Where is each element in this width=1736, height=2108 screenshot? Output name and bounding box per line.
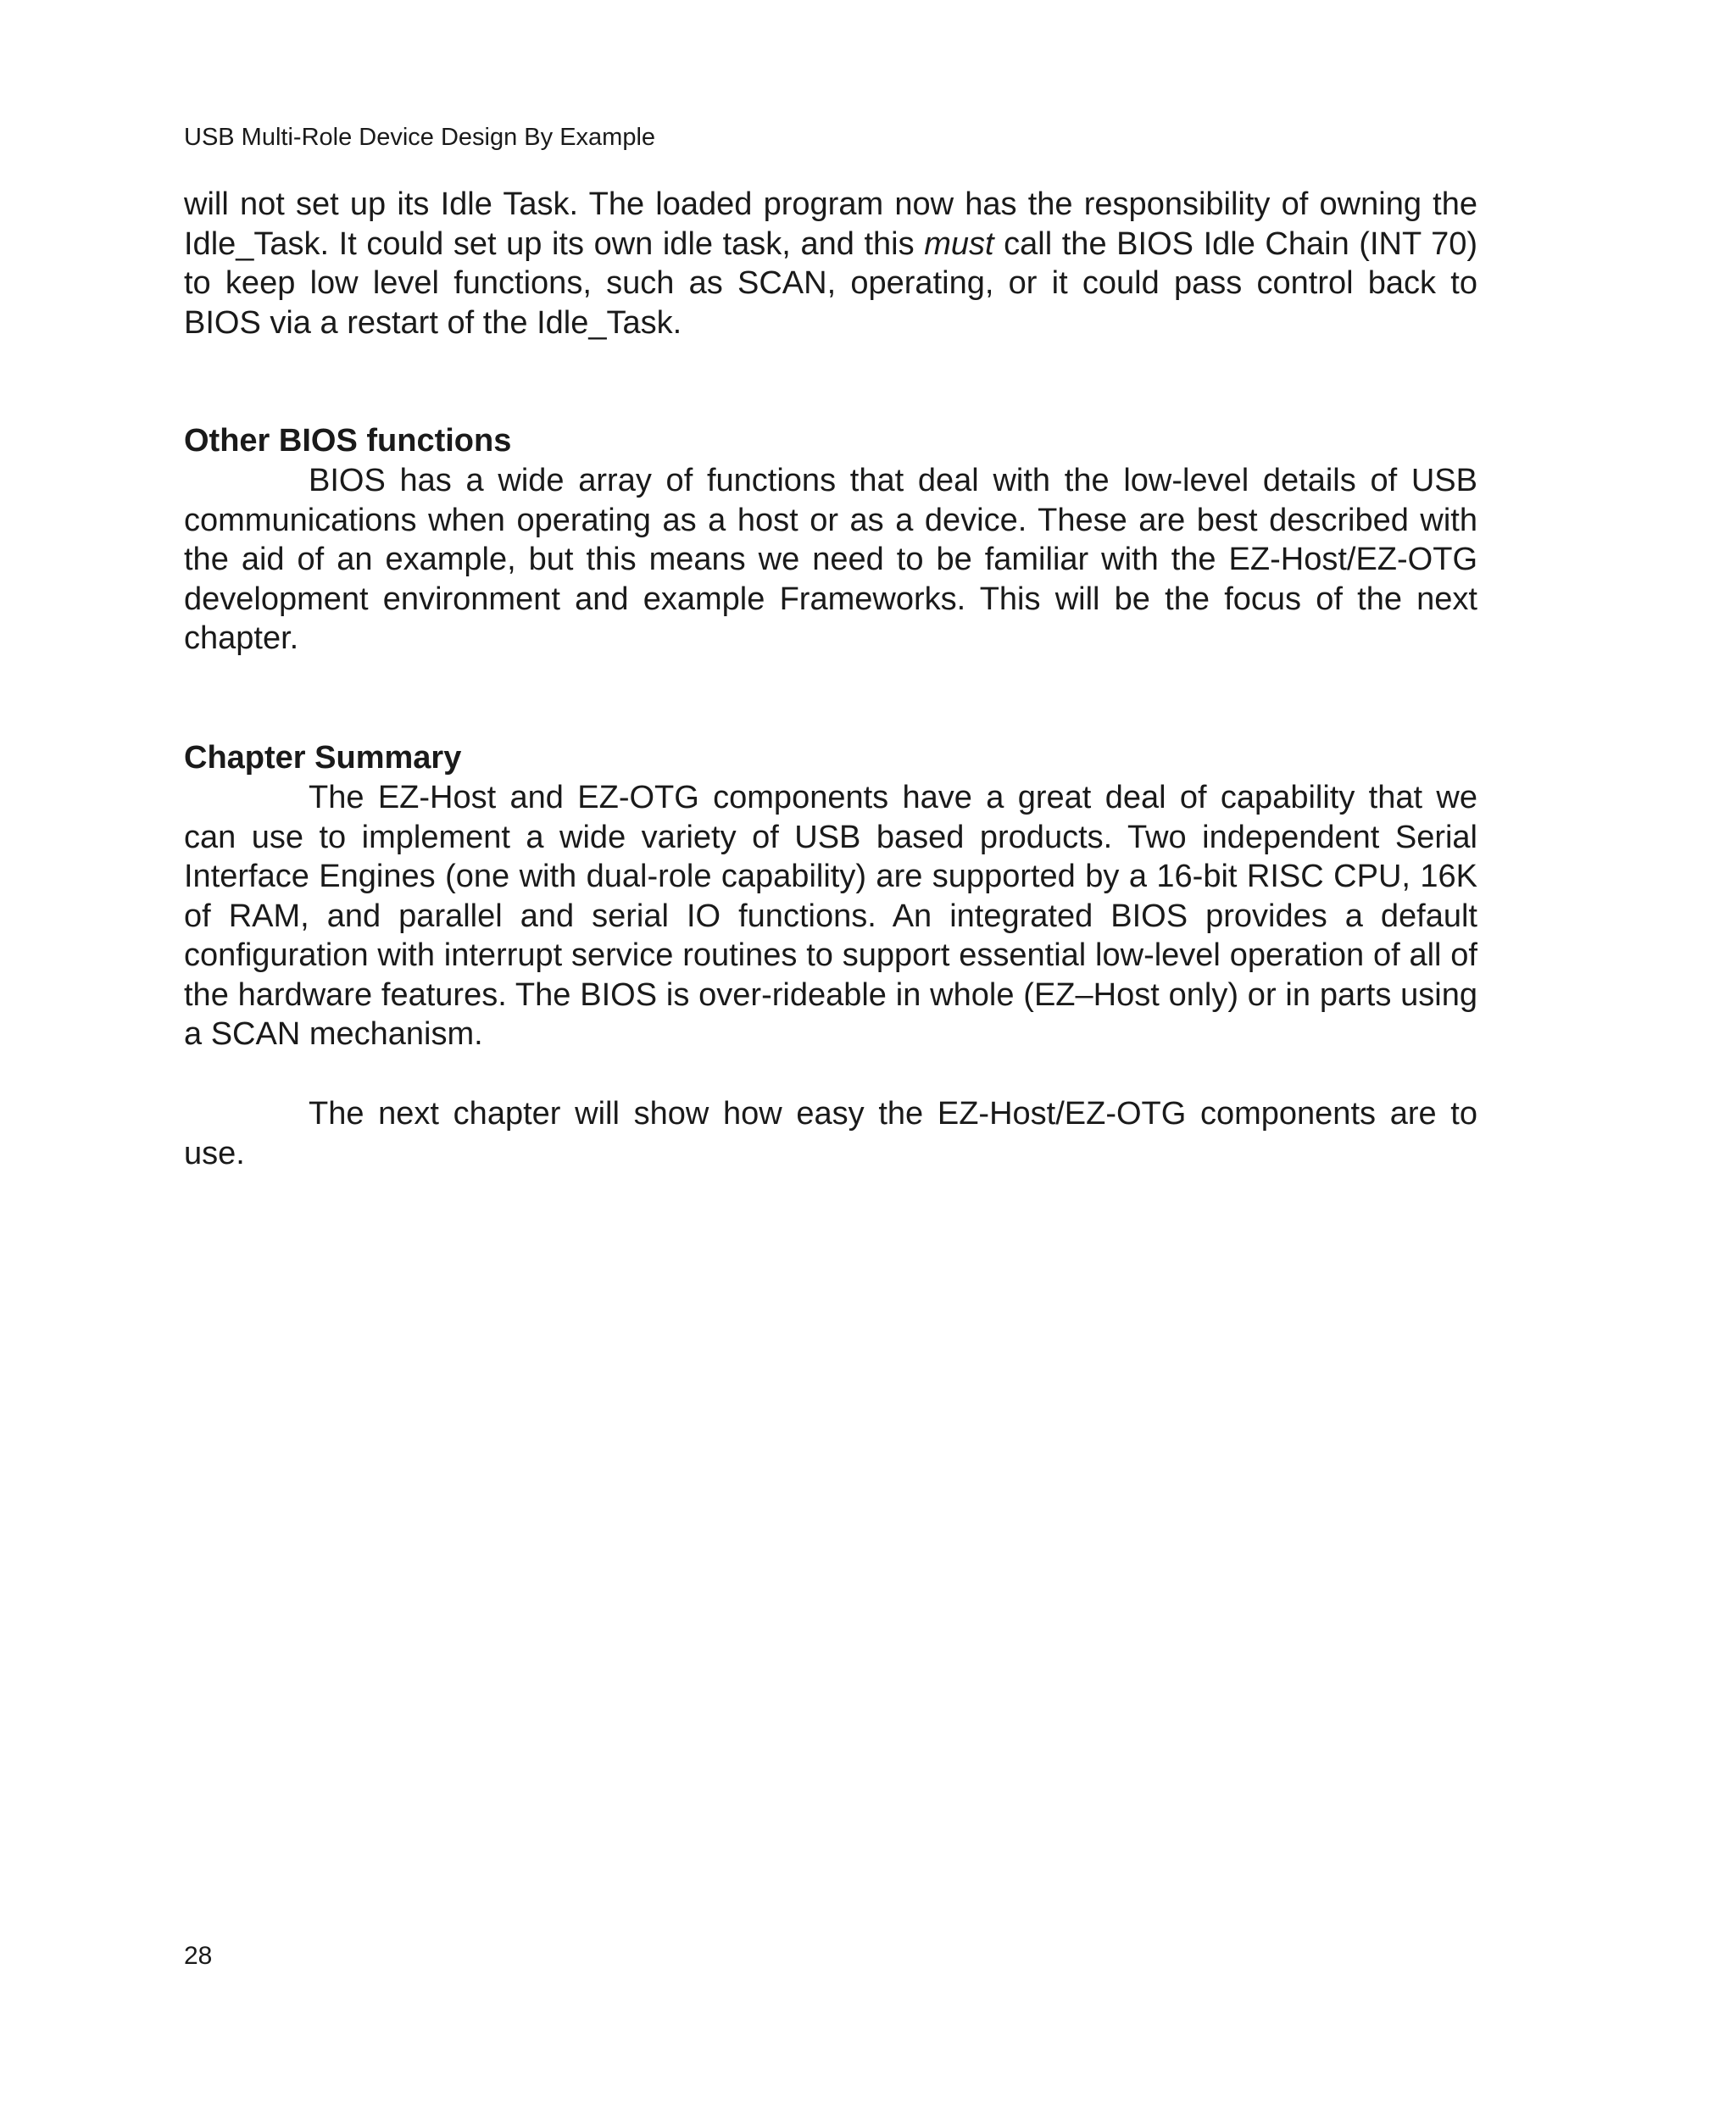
- other-bios-paragraph: BIOS has a wide array of functions that deal with the low-level details of USB communications when operating as a host or as a device. These are best described with the aid of an example, but this means we need to be familiar with the EZ-Host/EZ-OTG development environment and example Frameworks. This will be the focus of the next chapter.: [184, 463, 1477, 656]
- summary-paragraph-1: The EZ-Host and EZ-OTG components have a great deal of capability that we can use to implement a wide variety of USB based products. Two independent Serial Interface Engines (one with dual-role capability) are supported by a 16-bit RISC CPU, 16K of RAM, and parallel and serial IO functions. An integrated BIOS provides a default configuration with interrupt service routines to support essential low-level operation of all of the hardware features. The BIOS is over-rideable in whole (EZ–Host only) or in parts using a SCAN mechanism.: [184, 780, 1477, 1052]
- intro-emphasis: must: [924, 225, 994, 262]
- summary-paragraph-block-1: [184, 778, 1477, 1054]
- summary-paragraph-2: The next chapter will show how easy the EZ-Host/EZ-OTG components are to use.: [184, 1096, 1477, 1171]
- summary-paragraph-block-2: [184, 1094, 1477, 1173]
- running-header: USB Multi-Role Device Design By Example: [184, 124, 656, 151]
- heading-other-bios-functions: Other BIOS functions: [184, 423, 512, 459]
- intro-text-part2: call the BIOS Idle Chain (INT 70) to keep low level functions, such as SCAN, operating, or it could pass control back to BIOS via a restart of the Idle_Task.: [184, 225, 1477, 341]
- intro-text-part1: will not set up its Idle Task. The loaded program now has the responsibility of owning the Idle_Task. It could set up its own idle task, and this: [184, 186, 1477, 262]
- other-bios-paragraph-block: [184, 461, 1477, 659]
- intro-paragraph: [184, 185, 1477, 342]
- page-number: 28: [184, 1942, 213, 1970]
- heading-chapter-summary: Chapter Summary: [184, 740, 462, 776]
